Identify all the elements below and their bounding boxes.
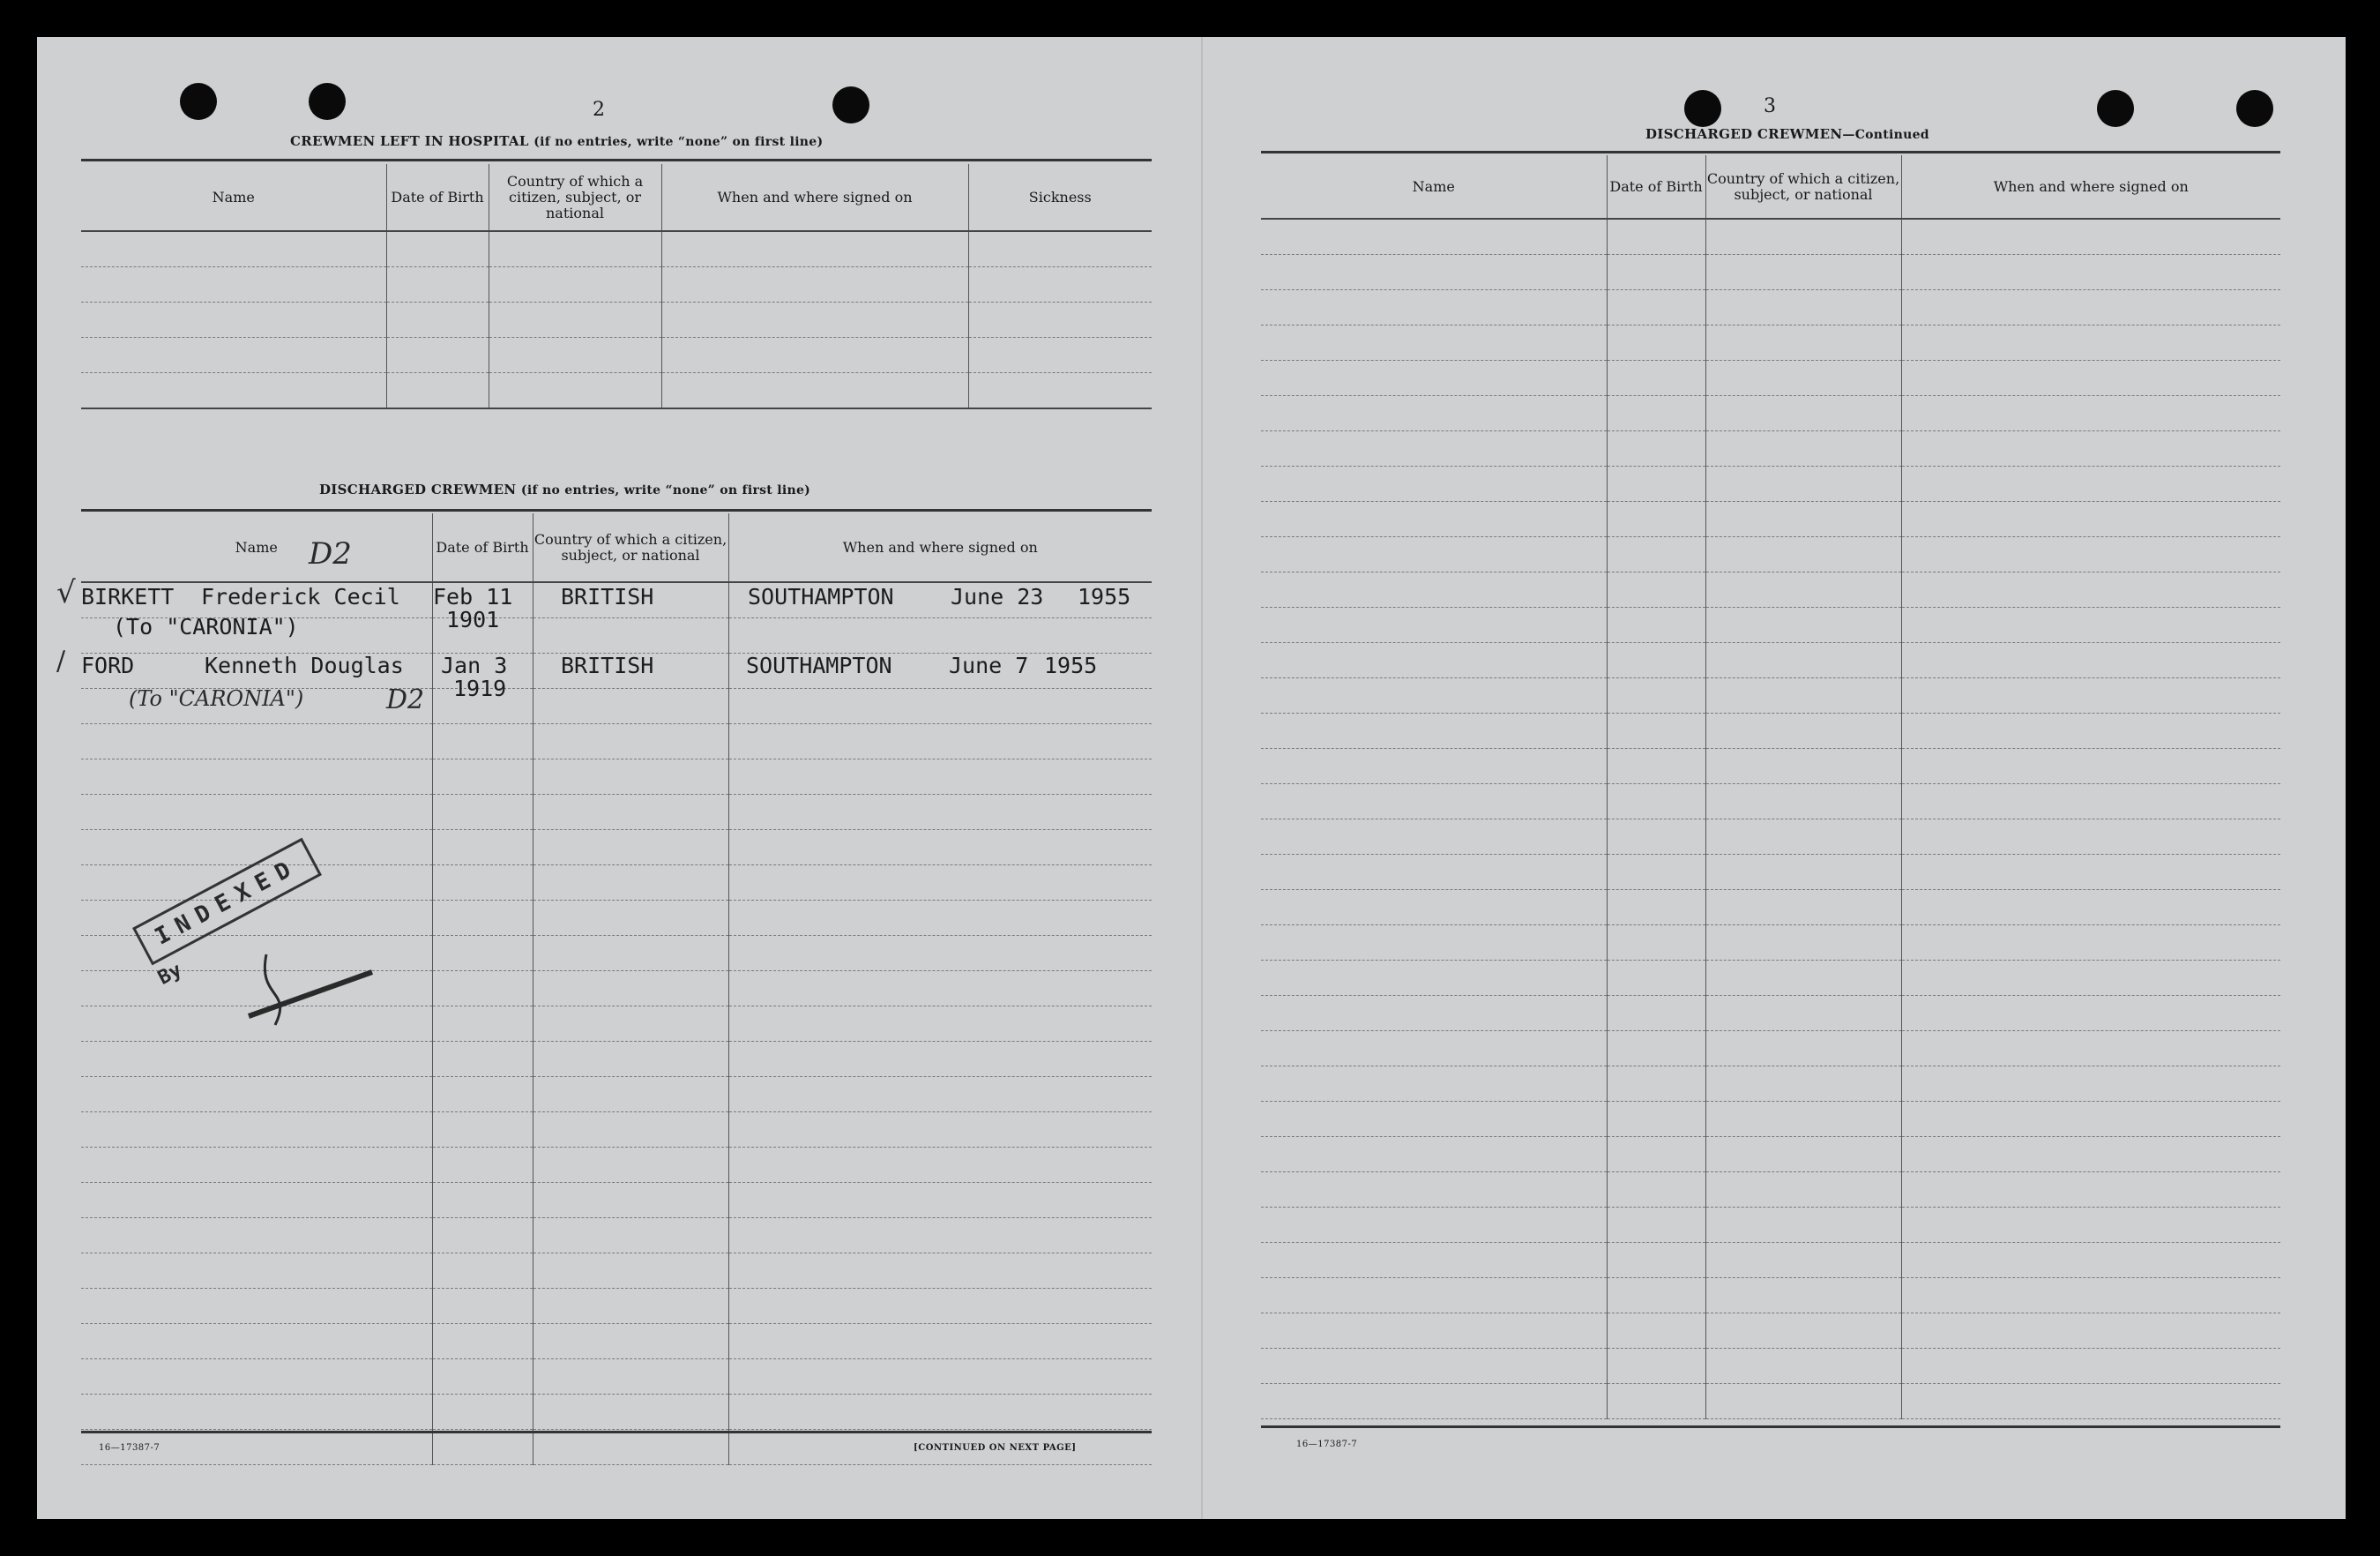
- entry-note: (To "CARONIA"): [129, 686, 304, 711]
- table-row: [1261, 1208, 2280, 1243]
- table-row: [81, 1112, 1152, 1148]
- table-row: [1261, 714, 2280, 749]
- table-row: [81, 1359, 1152, 1395]
- bottom-rule: [1261, 1425, 2280, 1428]
- hospital-section-title: [290, 133, 823, 149]
- table-row: [1261, 325, 2280, 361]
- table-row: [81, 303, 1152, 338]
- entry-place: SOUTHAMPTON: [746, 653, 892, 678]
- table-row: [1261, 290, 2280, 325]
- col-header-sickness: Sickness: [968, 164, 1152, 231]
- entry-dob-year: 1919: [453, 676, 507, 701]
- page-number: 2: [593, 99, 605, 121]
- table-row: [1261, 608, 2280, 643]
- table-row: [1261, 219, 2280, 255]
- table-row: [1261, 1137, 2280, 1172]
- table-row: [81, 830, 1152, 865]
- entry-country: BRITISH: [561, 584, 654, 610]
- punch-hole: [2236, 90, 2273, 127]
- table-row: [1261, 467, 2280, 502]
- table-row: [1261, 819, 2280, 855]
- entry-given-names: Kenneth Douglas: [205, 653, 404, 678]
- table-row: [1261, 1102, 2280, 1137]
- table-row: [1261, 502, 2280, 537]
- discharged-title-text: DISCHARGED CREWMEN: [319, 482, 517, 497]
- discharged-subtitle-text: (if no entries, write “none” on first line): [520, 483, 811, 497]
- entry-given-names: Frederick Cecil: [201, 584, 400, 610]
- punch-hole: [1684, 90, 1721, 127]
- table-row: [1261, 925, 2280, 961]
- entry-note: (To "CARONIA"): [113, 614, 299, 640]
- entry-year: 1955: [1078, 584, 1131, 610]
- table-row: [81, 1324, 1152, 1359]
- table-row: [81, 1253, 1152, 1289]
- table-row: [1261, 396, 2280, 431]
- right-title-suffix: —Continued: [1842, 128, 1929, 142]
- table-row: [81, 1395, 1152, 1430]
- header-annotation: D2: [309, 536, 352, 572]
- bottom-rule: [81, 1431, 1152, 1433]
- table-row: [1261, 855, 2280, 890]
- table-row: [81, 724, 1152, 759]
- discharged-continued-table: [1261, 155, 2280, 1419]
- col-header-dob: Date of Birth: [432, 513, 533, 582]
- table-row: [1261, 996, 2280, 1031]
- table-row: [1261, 361, 2280, 396]
- discharged-section-title: [319, 482, 810, 497]
- stamp-text: INDEXED: [132, 838, 322, 966]
- entry-place: SOUTHAMPTON: [748, 584, 894, 610]
- table-row: [1261, 643, 2280, 678]
- row-annotation: D2: [386, 684, 425, 715]
- col-header-name: Name: [81, 513, 432, 582]
- table-row: [81, 1218, 1152, 1253]
- hospital-table: [81, 164, 1152, 409]
- table-row: [1261, 749, 2280, 784]
- col-header-country: Country of which a citizen, subject, or national: [1705, 155, 1901, 219]
- check-mark: √: [56, 575, 76, 610]
- entry-date: June 7: [949, 653, 1029, 678]
- form-code: 16—17387-7: [99, 1443, 160, 1453]
- continued-note: [CONTINUED ON NEXT PAGE]: [914, 1443, 1077, 1453]
- table-row: [1261, 890, 2280, 925]
- table-row: [81, 1077, 1152, 1112]
- table-row: [1261, 537, 2280, 572]
- table-row: [1261, 572, 2280, 608]
- entry-dob: Feb 11: [433, 584, 513, 610]
- col-header-dob: Date of Birth: [1607, 155, 1705, 219]
- table-row: [81, 267, 1152, 303]
- form-code: 16—17387-7: [1296, 1440, 1358, 1449]
- table-row: [1261, 1349, 2280, 1384]
- entry-country: BRITISH: [561, 653, 654, 678]
- table-row: [1261, 1243, 2280, 1278]
- entry-year: 1955: [1044, 653, 1098, 678]
- table-row: [81, 795, 1152, 830]
- entry-dob: Jan 3: [441, 653, 508, 678]
- punch-hole: [180, 83, 217, 120]
- top-rule: [81, 509, 1152, 512]
- table-row: [1261, 784, 2280, 819]
- table-row: [81, 1148, 1152, 1183]
- table-row: [81, 338, 1152, 373]
- punch-hole: [309, 83, 346, 120]
- entry-surname: BIRKETT: [81, 584, 175, 610]
- col-header-signed-on: When and where signed on: [728, 513, 1152, 582]
- hospital-title-text: CREWMEN LEFT IN HOSPITAL: [290, 133, 529, 149]
- table-row: [1261, 1313, 2280, 1349]
- col-header-name: Name: [81, 164, 386, 231]
- table-row: [1261, 431, 2280, 467]
- col-header-dob: Date of Birth: [386, 164, 489, 231]
- right-title-text: DISCHARGED CREWMEN: [1645, 126, 1843, 142]
- table-row: [1261, 255, 2280, 290]
- table-row: [1261, 1384, 2280, 1419]
- entry-date: June 23: [951, 584, 1044, 610]
- col-header-name: Name: [1261, 155, 1607, 219]
- table-row: [1261, 1031, 2280, 1066]
- stamp-by: By: [154, 959, 186, 990]
- col-header-country: Country of which a citizen, subject, or national: [489, 164, 661, 231]
- table-row: [81, 1183, 1152, 1218]
- table-row: [81, 759, 1152, 795]
- entry-surname: FORD: [81, 653, 135, 678]
- check-mark: /: [56, 646, 66, 677]
- page-number: 3: [1764, 95, 1776, 117]
- hospital-subtitle-text: (if no entries, write “none” on first line): [533, 135, 824, 149]
- table-row: [1261, 1066, 2280, 1102]
- punch-hole: [2097, 90, 2134, 127]
- table-row: [1261, 1278, 2280, 1313]
- top-rule: [81, 159, 1152, 161]
- stamp-initials: [213, 937, 390, 1043]
- left-page: [37, 37, 1201, 1519]
- table-row: [81, 373, 1152, 409]
- table-row: [81, 231, 1152, 267]
- right-page: [1201, 37, 2346, 1519]
- top-rule: [1261, 151, 2280, 153]
- col-header-signed-on: When and where signed on: [1901, 155, 2280, 219]
- table-row: [81, 1042, 1152, 1077]
- col-header-signed-on: When and where signed on: [661, 164, 968, 231]
- table-row: [1261, 961, 2280, 996]
- document-sheet: [37, 37, 2346, 1519]
- entry-dob-year: 1901: [446, 607, 500, 632]
- right-section-title: [1645, 126, 1929, 142]
- punch-hole: [832, 86, 869, 123]
- table-row: [1261, 1172, 2280, 1208]
- table-row: [81, 1289, 1152, 1324]
- table-row: [1261, 678, 2280, 714]
- col-header-country: Country of which a citizen, subject, or national: [533, 513, 728, 582]
